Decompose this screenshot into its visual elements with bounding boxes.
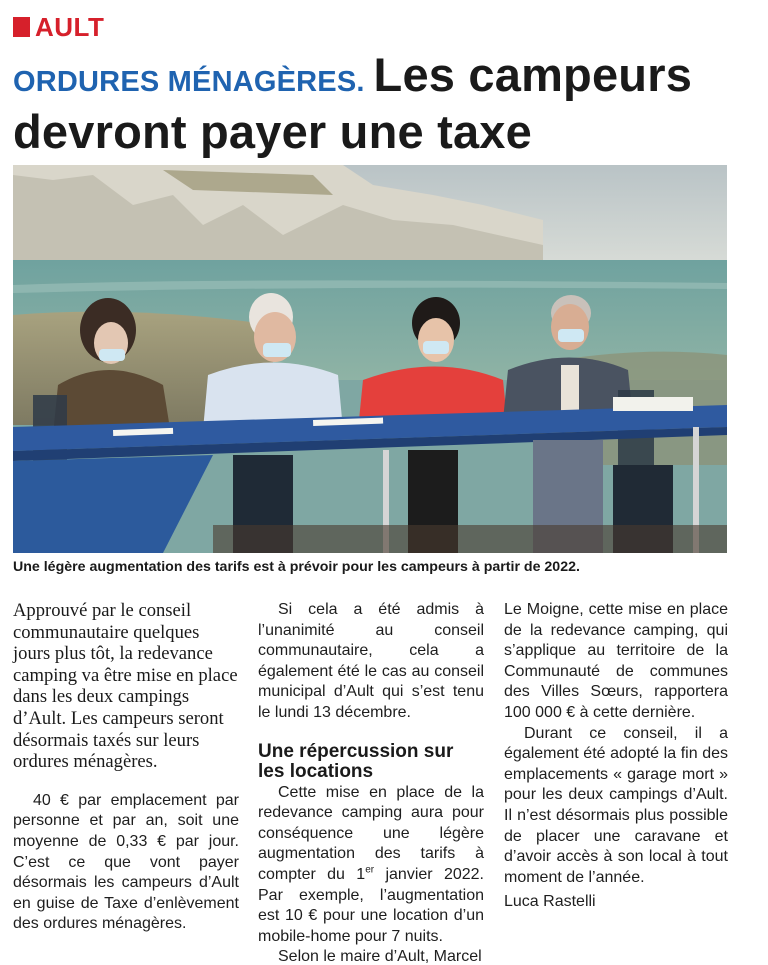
author-byline: Luca Rastelli (504, 893, 596, 911)
section-label: AULT (35, 12, 105, 42)
article-column-3 (504, 600, 728, 913)
headline-title: Les campeurs devront payer une taxe (13, 48, 693, 158)
article-photo (13, 165, 727, 553)
paragraph-text: janvier 2022. Par exemple, l’augmentation est 10 € pour une location d’un mobile-home pour 7 nuits. (258, 865, 484, 945)
article-paragraph: 40 € par emplacement par personne et par an, soit une moyenne de 0,33 € par jour. C’est ce que vont payer désormais les campeurs d’Ault en guise de Taxe d’enlèvement des ordures ménagères. (13, 791, 239, 933)
article-column-1 (13, 600, 239, 935)
ordinal-superscript: er (365, 864, 375, 876)
article-column-2 (258, 600, 484, 965)
section-tag (13, 13, 104, 41)
paragraph-text: Cette mise en place de la redevance camping aura pour conséquence une légère augmentation des tarifs à compter du 1 (258, 783, 484, 883)
article-paragraph-continued: Le Moigne, cette mise en place de la redevance camping, qui s’applique au territoire de la Communauté de communes des Villes Sœurs, rapportera 100 000 € à cette dernière. (504, 601, 728, 721)
photo-caption: Une légère augmentation des tarifs est à prévoir pour les campeurs à partir de 2022. (13, 559, 580, 575)
article-lead: Approuvé par le conseil communautaire quelques jours plus tôt, la redevance camping va être mise en place dans les deux campings d’Ault. Les campeurs seront désormais taxés sur leurs ordures ménagères. (13, 600, 238, 773)
article-paragraph (258, 783, 484, 948)
article-paragraph: Si cela a été admis à l’unanimité au conseil communautaire, cela a également été le cas au conseil municipal d’Ault qui s’est tenu le lundi 13 décembre. (258, 601, 484, 721)
article-subhead: Une répercussion sur les locations (258, 740, 454, 782)
headline-kicker: ORDURES MÉNAGÈRES. (13, 66, 365, 98)
article-paragraph: Durant ce conseil, il a également été adopté la fin des emplacements « garage mort » pour les deux campings d’Ault. Il n’est désormais plus possible de placer une caravane et d’avoir accès à son local à tout moment de l’année. (504, 724, 728, 886)
headline (13, 50, 758, 162)
section-marker (13, 17, 30, 37)
photo-illustration (13, 165, 727, 553)
article-paragraph: Selon le maire d’Ault, Marcel (278, 948, 482, 965)
